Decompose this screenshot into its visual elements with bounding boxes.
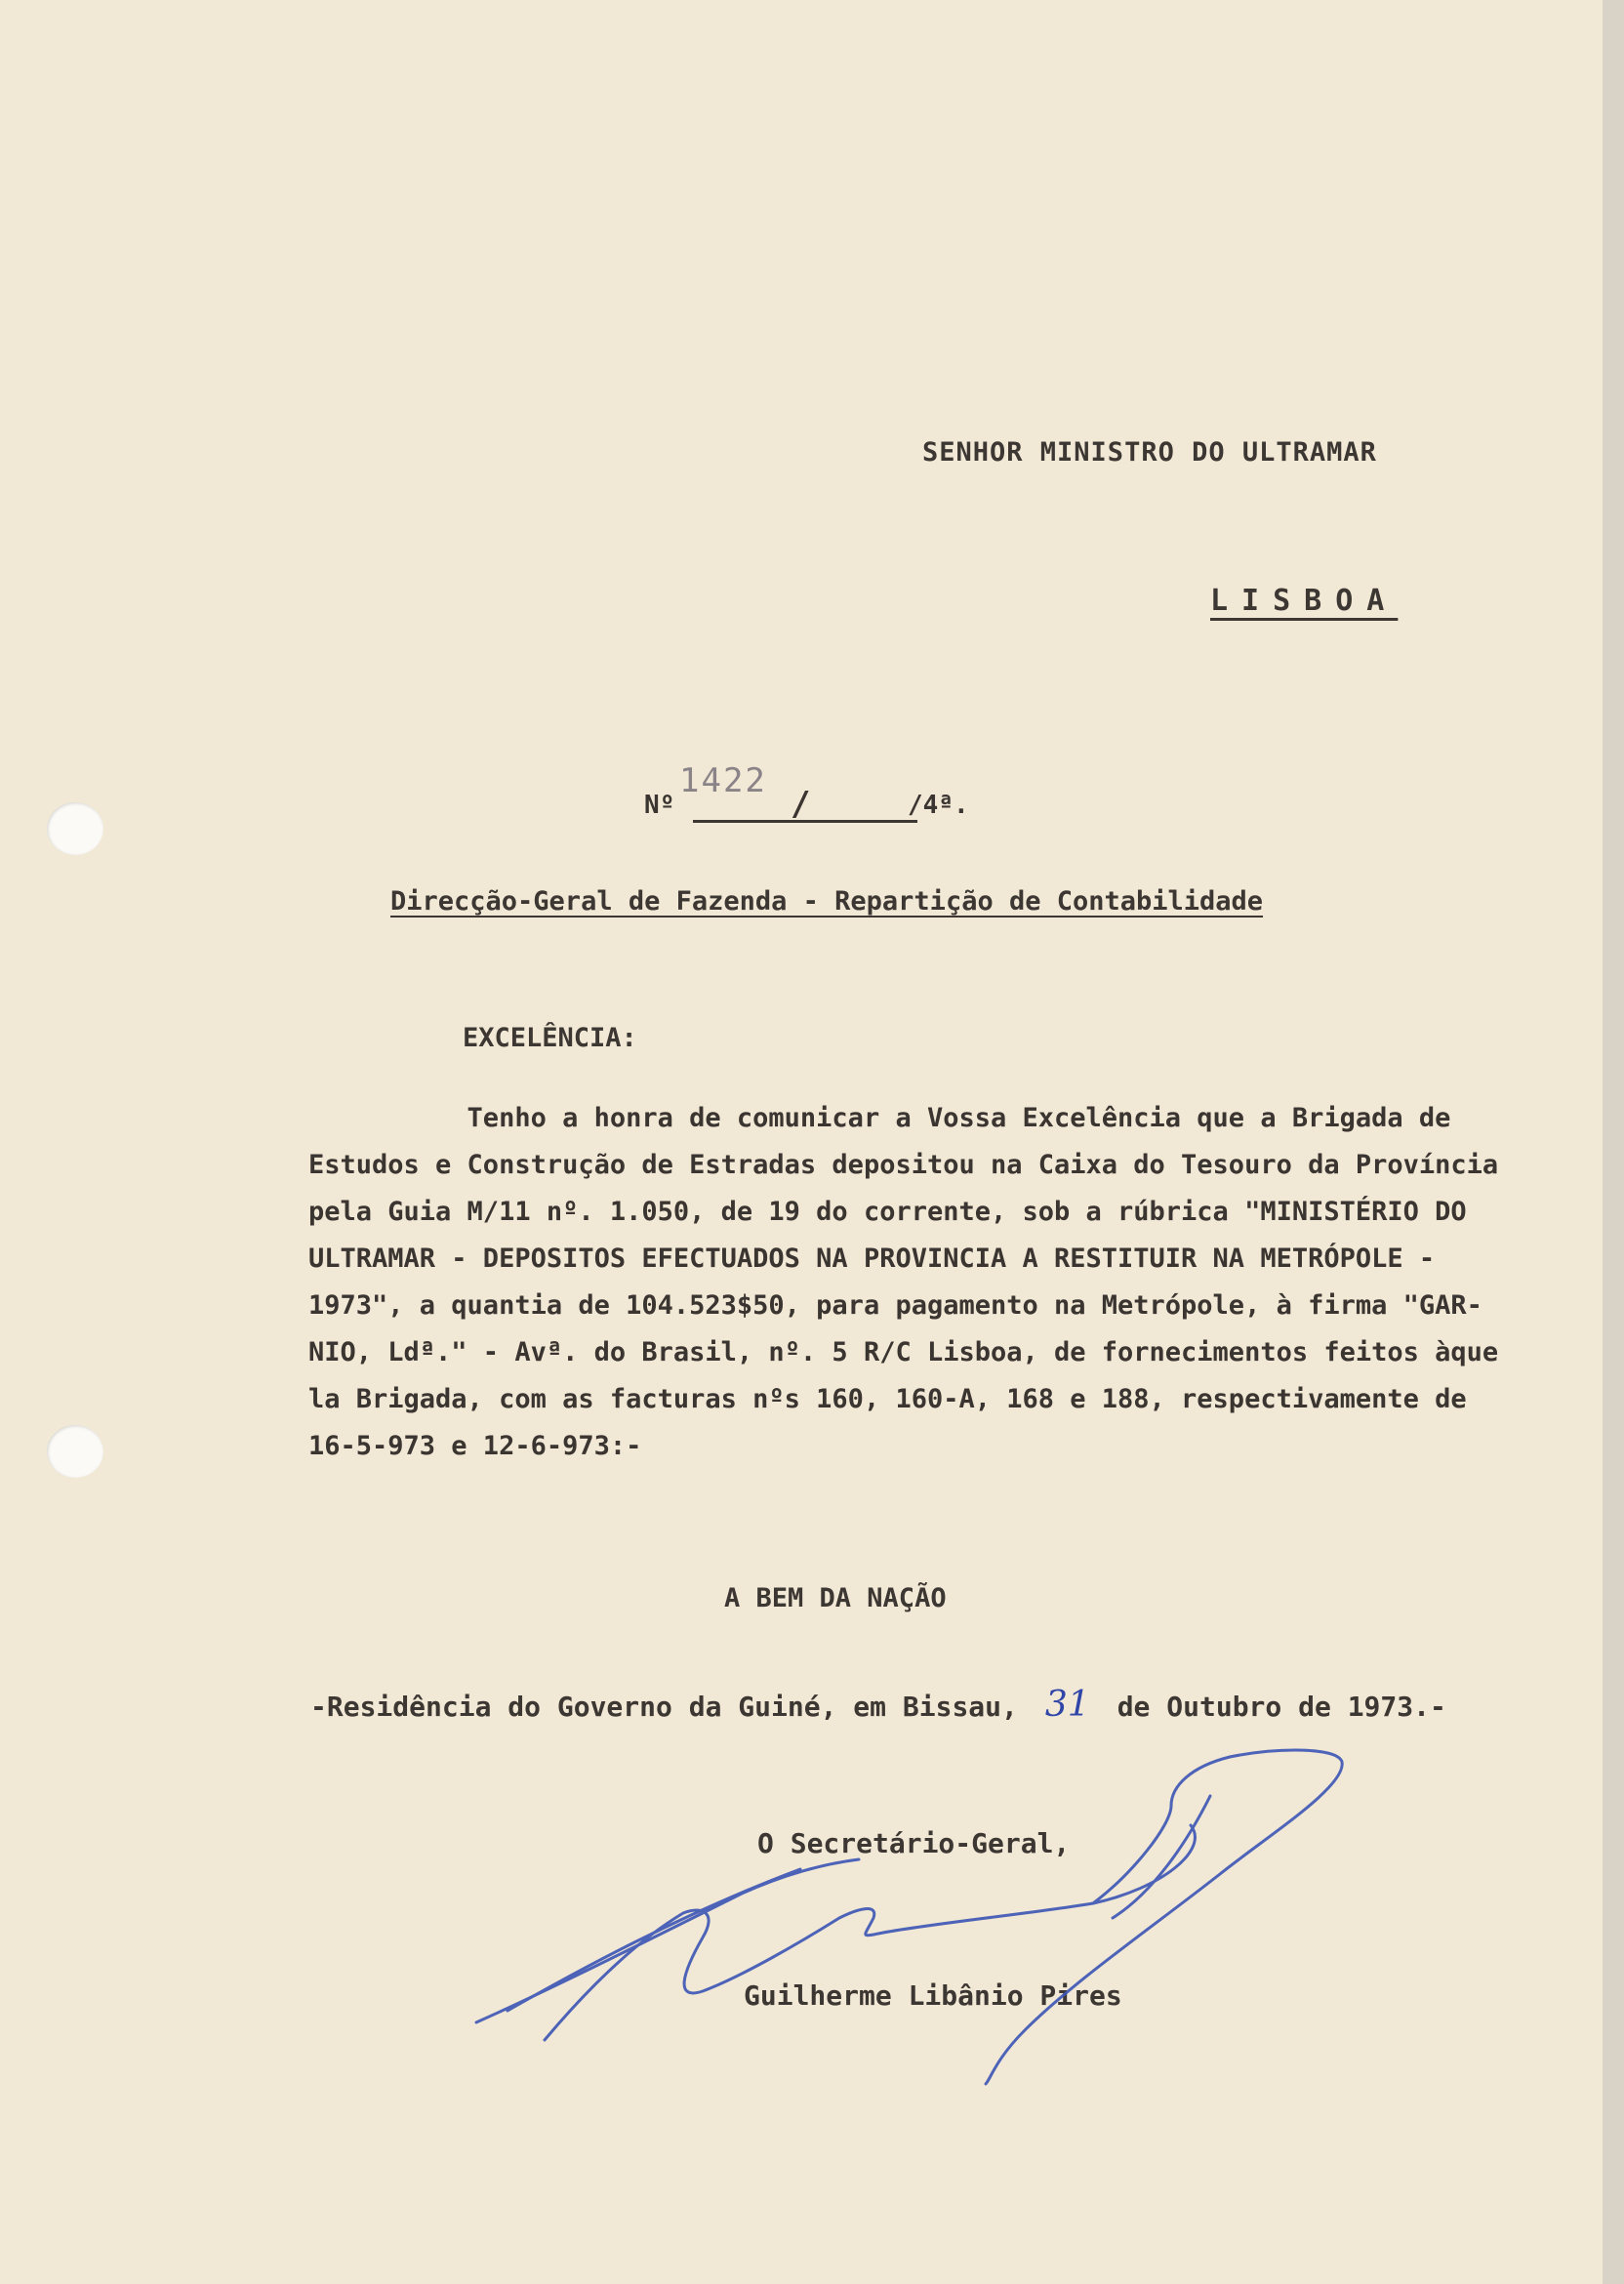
handwritten-day: 31 [1044,1685,1090,1725]
reference-suffix: /4ª. [908,791,969,820]
reference-prefix: Nº [644,791,675,820]
punch-hole-lower [47,1425,103,1478]
body-line: la Brigada, com as facturas nºs 160, 160-A, 168 e 188, respectivamente de [308,1384,1467,1414]
body-line: pela Guia M/11 nº. 1.050, de 19 do corrente, sob a rúbrica "MINISTÉRIO DO [308,1197,1467,1227]
letter-body [308,1095,1606,1470]
background-edge [1603,0,1624,2284]
body-line: 16-5-973 e 12-6-973:- [308,1431,642,1461]
location-date [310,1685,1446,1725]
signer-name: Guilherme Libânio Pires [744,1979,1122,2012]
reference-number [644,761,995,830]
punch-hole-upper [47,802,103,855]
reference-stamped-number: 1422 [679,761,767,800]
signer-title: O Secretário-Geral, [757,1827,1071,1859]
addressee-city: LISBOA [1210,584,1399,618]
body-line: ULTRAMAR - DEPOSITOS EFECTUADOS NA PROVINCIA A RESTITUIR NA METRÓPOLE - [308,1244,1436,1274]
location-date-before: -Residência do Governo da Guiné, em Bissau, [310,1691,1018,1723]
addressee: SENHOR MINISTRO DO ULTRAMAR [922,437,1377,468]
closing-phrase: A BEM DA NAÇÃO [724,1583,947,1613]
body-line: Tenho a honra de comunicar a Vossa Excelência que a Brigada de [308,1103,1451,1133]
location-date-after: de Outubro de 1973.- [1116,1691,1446,1723]
department-heading: Direcção-Geral de Fazenda - Repartição de Contabilidade [390,886,1264,917]
body-line: 1973", a quantia de 104.523$50, para pagamento na Metrópole, à firma "GAR- [308,1290,1482,1321]
body-line: NIO, Ldª." - Avª. do Brasil, nº. 5 R/C Lisboa, de fornecimentos feitos àque [308,1337,1499,1367]
reference-slash: / [791,785,811,824]
salutation: EXCELÊNCIA: [463,1023,637,1053]
body-line: Estudos e Construção de Estradas depositou na Caixa do Tesouro da Província [308,1150,1499,1180]
